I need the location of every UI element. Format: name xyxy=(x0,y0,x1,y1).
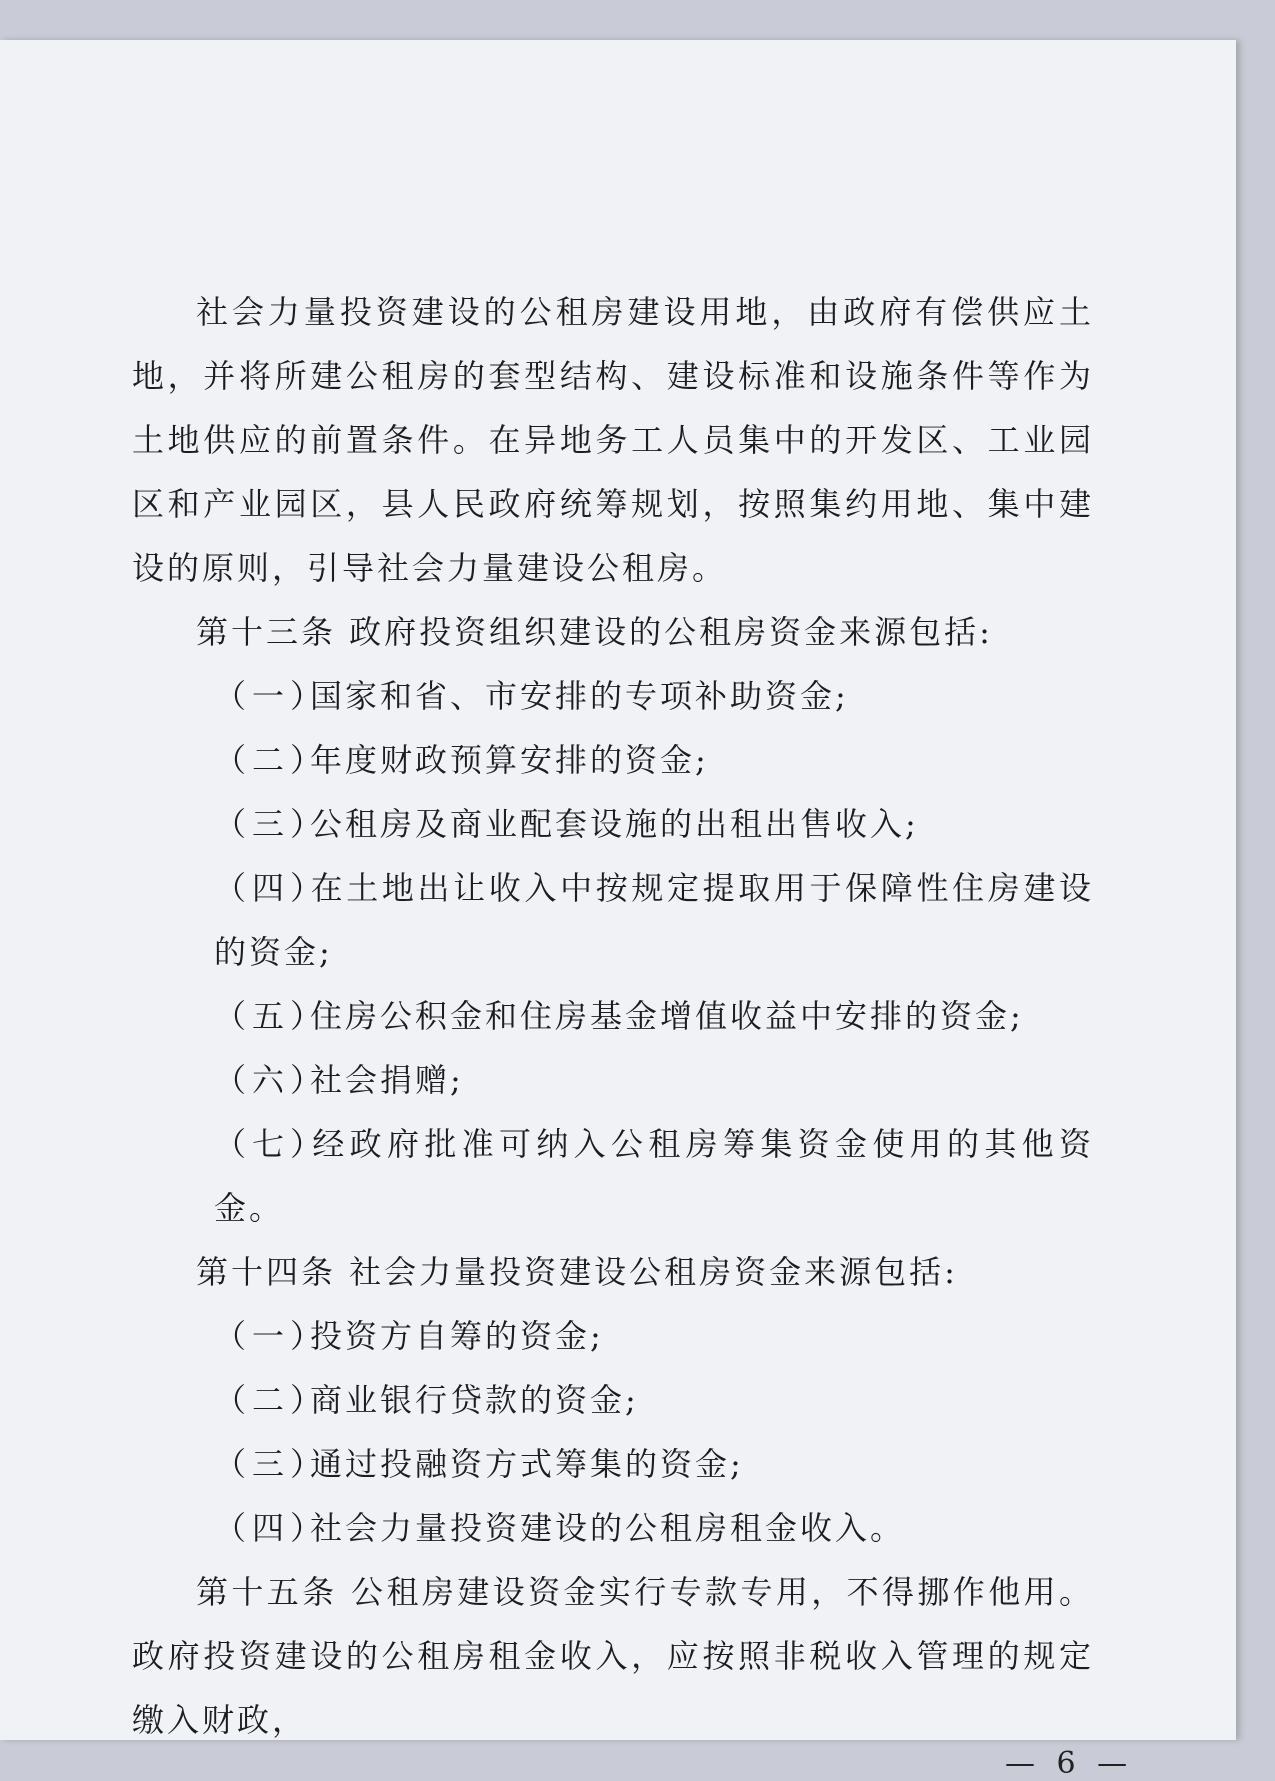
item-text: 年度财政预算安排的资金; xyxy=(310,741,709,779)
article-13-heading: 第十三条 政府投资组织建设的公租房资金来源包括: xyxy=(196,613,993,651)
document-page xyxy=(0,40,1236,1781)
article-14-heading: 第十四条 社会力量投资建设公租房资金来源包括: xyxy=(196,1253,958,1291)
article-15-paragraph: 第十五条 公租房建设资金实行专款专用，不得挪作他用。政府投资建设的公租房租金收入，应按照非税收入管理的规定缴入财政， xyxy=(132,1573,1094,1739)
page-number: — 6 — xyxy=(1005,1746,1134,1781)
item-number: （三） xyxy=(214,805,329,843)
item-number: （七） xyxy=(214,1125,329,1163)
item-text: 投资方自筹的资金; xyxy=(310,1317,604,1355)
item-text: 经政府批准可纳入公租房筹集资金使用的其他资金。 xyxy=(214,1125,1094,1227)
item-number: （四） xyxy=(214,1509,329,1547)
article-14-item-1 xyxy=(132,1304,1094,1368)
paragraph-land-supply: 社会力量投资建设的公租房建设用地，由政府有偿供应土地，并将所建公租房的套型结构、建设标准和设施条件等作为土地供应的前置条件。在异地务工人员集中的开发区、工业园区和产业园区，县人民政府统筹规划，按照集约用地、集中建设的原则，引导社会力量建设公租房。 xyxy=(132,293,1094,587)
article-13-item-1 xyxy=(132,664,1094,728)
item-number: （三） xyxy=(214,1445,329,1483)
item-text: 国家和省、市安排的专项补助资金; xyxy=(310,677,849,715)
item-text: 商业银行贷款的资金; xyxy=(310,1381,639,1419)
article-13-item-6 xyxy=(132,1048,1094,1112)
article-14-item-3 xyxy=(132,1432,1094,1496)
article-13-item-2 xyxy=(132,728,1094,792)
item-text: 住房公积金和住房基金增值收益中安排的资金; xyxy=(310,997,1024,1035)
item-number: （二） xyxy=(214,1381,329,1419)
item-number: （五） xyxy=(214,997,329,1035)
item-number: （一） xyxy=(214,1317,329,1355)
article-13-item-4 xyxy=(132,856,1094,984)
item-number: （六） xyxy=(214,1061,329,1099)
item-text: 在土地出让收入中按规定提取用于保障性住房建设的资金; xyxy=(214,869,1094,971)
item-number: （二） xyxy=(214,741,329,779)
article-13-item-3 xyxy=(132,792,1094,856)
item-number: （一） xyxy=(214,677,329,715)
article-13-item-7 xyxy=(132,1112,1094,1240)
article-14-item-4 xyxy=(132,1496,1094,1560)
item-text: 社会捐赠; xyxy=(310,1061,464,1099)
article-14-item-2 xyxy=(132,1368,1094,1432)
document-body xyxy=(132,280,1094,1752)
item-text: 公租房及商业配套设施的出租出售收入; xyxy=(310,805,919,843)
item-number: （四） xyxy=(214,869,329,907)
article-13-item-5 xyxy=(132,984,1094,1048)
item-text: 社会力量投资建设的公租房租金收入。 xyxy=(310,1509,906,1547)
item-text: 通过投融资方式筹集的资金; xyxy=(310,1445,744,1483)
